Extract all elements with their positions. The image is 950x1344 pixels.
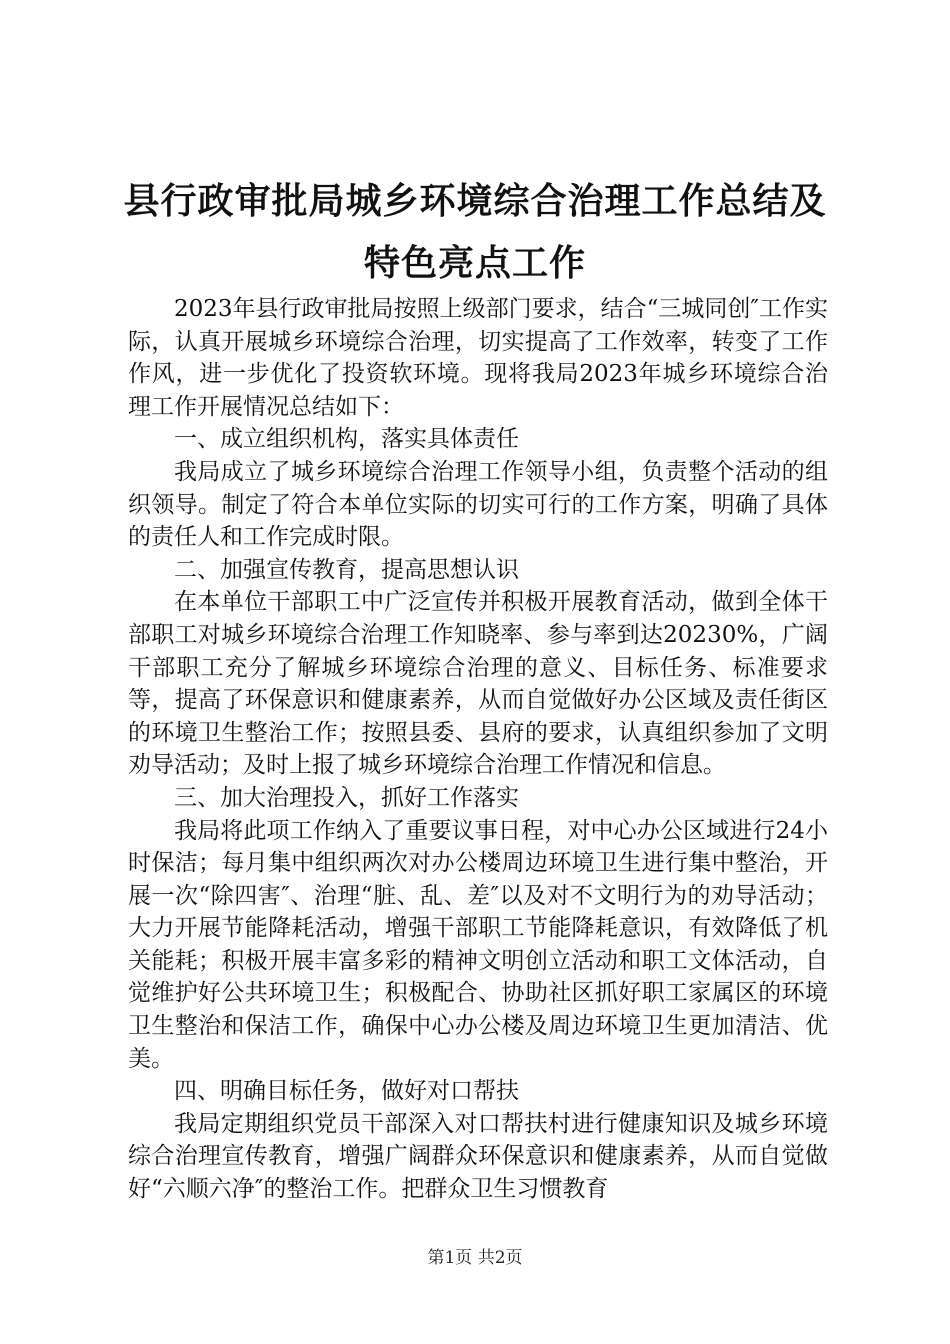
section-paragraph-2: 在本单位干部职工中广泛宣传并积极开展教育活动，做到全体干部职工对城乡环境综合治理工作知晓率、参与率到达20230%，广阔干部职工充分了解城乡环境综合治理的意义、目标任务、标准要求等，提高了环保意识和健康素养，从而自觉做好办公区域及责任街区的环境卫生整治工作；按照县委、县府的要求，认真组织参加了文明劝导活动；及时上报了城乡环境综合治理工作情况和信息。	[128, 589, 828, 779]
section-paragraph-1: 我局成立了城乡环境综合治理工作领导小组，负责整个活动的组织领导。制定了符合本单位实际的切实可行的工作方案，明确了具体的责任人和工作完成时限。	[128, 458, 828, 551]
page-number-footer: 第1页 共2页	[427, 1248, 523, 1268]
section-paragraph-4: 我局定期组织党员干部深入对口帮扶村进行健康知识及城乡环境综合治理宣传教育，增强广阔群众环保意识和健康素养，从而自觉做好“六顺六净″的整治工作。把群众卫生习惯教育	[128, 1110, 828, 1203]
section-heading-2: 二、加强宣传教育，提高思想认识	[174, 556, 519, 583]
section-paragraph-3: 我局将此项工作纳入了重要议事日程，对中心办公区域进行24小时保洁；每月集中组织两次对办公楼周边环境卫生进行集中整治，开展一次“除四害″、治理“脏、乱、差″以及对不文明行为的劝导活动；大力开展节能降耗活动，增强干部职工节能降耗意识，有效降低了机关能耗；积极开展丰富多彩的精神文明创立活动和职工文体活动，自觉维护好公共环境卫生；积极配合、协助社区抓好职工家属区的环境卫生整治和保洁工作，确保中心办公楼及周边环境卫生更加清洁、优美。	[128, 817, 828, 1072]
section-heading-3: 三、加大治理投入，抓好工作落实	[174, 784, 519, 811]
section-heading-4: 四、明确目标任务，做好对口帮扶	[174, 1078, 519, 1105]
intro-paragraph: 2023年县行政审批局按照上级部门要求，结合“三城同创″工作实际，认真开展城乡环境综合治理，切实提高了工作效率，转变了工作作风，进一步优化了投资软环境。现将我局2023年城乡环境综合治理工作开展情况总结如下：	[128, 296, 828, 420]
document-body	[128, 293, 828, 1206]
document-title: 县行政审批局城乡环境综合治理工作总结及特色亮点工作	[123, 180, 827, 284]
section-heading-1: 一、成立组织机构，落实具体责任	[174, 426, 519, 453]
